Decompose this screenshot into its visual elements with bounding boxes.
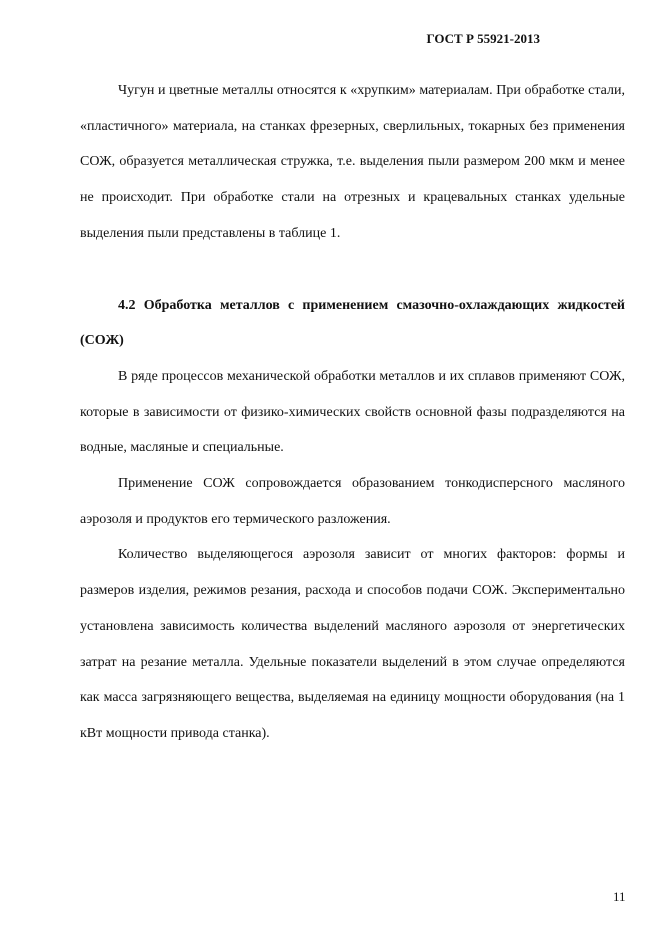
paragraph-brittle-materials: Чугун и цветные металлы относятся к «хрупким» материалам. При обработке стали, «пластичного» материала, на станках фрезерных, сверлильных, токарных без применения СОЖ, образуется металлическая стружка, т.е. выделения пыли размером 200 мкм и менее не происходит. При обработке стали на отрезных и крацевальных станках удельные выделения пыли представлены в таблице 1. — [80, 83, 625, 241]
page-body — [80, 73, 625, 752]
page-number: 11 — [613, 889, 626, 904]
paragraph-aerosol-quantity: Количество выделяющегося аэрозоля зависит от многих факторов: формы и размеров изделия, режимов резания, расхода и способов подачи СОЖ. Экспериментально установлена зависимость количества выделений масляного аэрозоля от энергетических затрат на резание металла. Удельные показатели выделений в этом случае определяются как масса загрязняющего вещества, выделяемая на единицу мощности оборудования (на 1 кВт мощности привода станка). — [80, 547, 625, 741]
paragraph-coolant-types: В ряде процессов механической обработки металлов и их сплавов применяют СОЖ, которые в зависимости от физико-химических свойств основной фазы подразделяются на водные, масляные и специальные. — [80, 368, 625, 456]
document-header: ГОСТ Р 55921-2013 — [426, 31, 540, 46]
section-gap — [80, 252, 625, 288]
paragraph-aerosol-formation: Применение СОЖ сопровождается образованием тонкодисперсного масляного аэрозоля и продуктов его термического разложения. — [80, 476, 625, 527]
section-heading: 4.2 Обработка металлов с применением смазочно-охлаждающих жидкостей (СОЖ) — [80, 297, 625, 349]
